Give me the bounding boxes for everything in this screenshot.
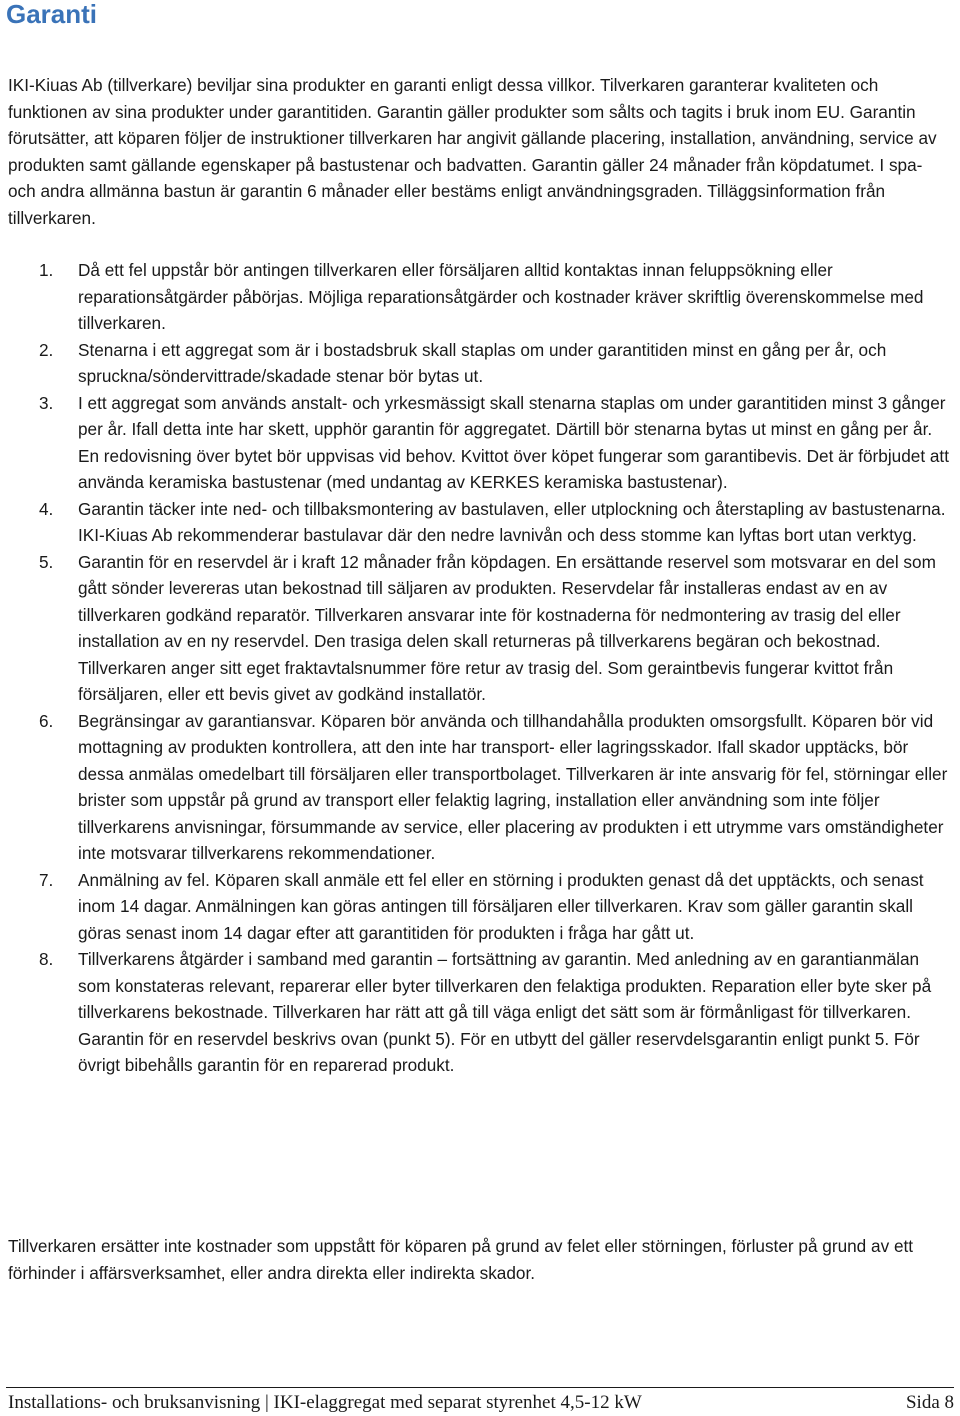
list-item-number: 8. [39,949,54,969]
list-item-number: 6. [39,710,54,731]
list-item-number: 5. [39,551,54,572]
footer-divider [6,1387,954,1388]
list-item-number: 1. [39,260,54,280]
list-item-text: Garantin täcker inte ned- och tillbaksmontering av bastulaven, eller utplockning och återstapling av bastustenarna. IKI-Kiuas Ab rekommenderar bastulavar där den nedre lavnivån och dess stomme kan lyftas bort utan verktyg. [78,498,946,545]
list-item [8,867,954,947]
list-item [8,496,954,549]
list-item [8,257,954,337]
list-item-text: Garantin för en reservdel är i kraft 12 månader från köpdagen. En ersättande reservel som motsvarar en del som gått sönder levereras utan bekostnad till säljaren av produkten. Reservdelar får installeras endast av en av tillverkaren godkänd reparatör. Tillverkaren ansvarar inte för kostnaderna för nedmontering av trasig del eller installation av en ny reservdel. Den trasiga delen skall returneras på tillverkarens begäran och bekostnad. Tillverkaren anger sitt eget fraktavtalsnummer före retur av trasig del. Som geraintbevis fungerar kvittot från försäljaren, eller ett bevis givet av godkänd installatör. [78,551,936,704]
page-footer [8,1390,954,1416]
list-item-text: Anmälning av fel. Köparen skall anmäle ett fel eller en störning i produkten genast då det upptäckts, och senast inom 14 dagar. Anmälningen kan göras antingen till försäljaren eller tillverkaren. Krav som gäller garantin skall göras senast inom 14 dagar efter att garantitiden för produkten i fråga har gått ut. [78,869,924,943]
list-item-text: Stenarna i ett aggregat som är i bostadsbruk skall staplas om under garantitiden minst en gång per år, och spruckna/söndervittrade/skadade stenar bör bytas ut. [78,339,887,386]
list-item-text: Begränsingar av garantiansvar. Köparen bör använda och tillhandahålla produkten omsorgsfullt. Köparen bör vid mottagning av produkten kontrollera, att den inte har transport- eller lagringsskador. Ifall skador upptäcks, bör dessa anmälas omedelbart till försäljaren eller transportbolaget. Tillverkaren är inte ansvarig för fel, störningar eller brister som uppstår på grund av transport eller felaktig lagring, installation eller användning som inte följer tillverkarens anvisningar, försummande av service, eller placering av produkten i ett utrymme vars omständigheter inte motsvarar tillverkarens rekommendationer. [78,710,948,863]
footer-page-number: Sida 8 [905,1392,954,1413]
list-item [8,946,954,1079]
list-item-text: Tillverkarens åtgärder i samband med garantin – fortsättning av garantin. Med anledning av en garantianmälan som konstateras relevant, reparerar eller byter tillverkaren den felaktiga produkten. Reparation eller byte sker på tillverkarens bekostnade. Tillverkaren har rätt att gå till väga enligt det sätt som är förmånligast för tillverkaren. Garantin för en reservdel beskrivs ovan (punkt 5). För en utbytt del gäller reservdelsgarantin enligt punkt 5. För övrigt bibehålls garantin för en reparerad produkt. [78,949,932,1075]
list-item-number: 4. [39,498,54,519]
list-item [8,708,954,867]
intro-paragraph: IKI-Kiuas Ab (tillverkare) beviljar sina produkter en garanti enligt dessa villkor. Tilverkaren garanterar kvaliteten och funktionen av sina produkter under garantitiden. Garantin gäller produkter som sålts och tagits i bruk inom EU. Garantin förutsätter, att köparen följer de instruktioner tillverkaren har angivit gällande placering, installation, användning, service av produkten samt gällande egenskaper på bastustenar och badvatten. Garantin gäller 24 månader från köpdatumet. I spa- och andra allmänna bastun är garantin 6 månader eller bestäms enligt användningsgraden. Tilläggsinformation från tillverkaren. [8,75,937,228]
list-item-number: 7. [39,869,54,890]
list-item-text: Då ett fel uppstår bör antingen tillverkaren eller försäljaren alltid kontaktas innan feluppsökning eller reparationsåtgärder påbörjas. Möjliga reparationsåtgärder och kostnader kräver skriftlig överenskommelse med tillverkaren. [78,260,924,333]
list-item [8,390,954,496]
list-item-text: I ett aggregat som används anstalt- och yrkesmässigt skall stenarna staplas om under garantitiden minst 3 gånger per år. Ifall detta inte har skett, upphör garantin för aggregatet. Därtill bör stenarna bytas ut minst en gång per år. En redovisning över bytet bör uppvisas vid behov. Kvittot över köpet fungerar som garantibevis. Det är förbjudet att använda keramiska bastustenar (med undantag av KERKES keramiska bastustenar). [78,392,949,492]
list-item [8,337,954,390]
list-item-number: 2. [39,339,54,360]
warranty-terms-list [8,257,954,1079]
closing-paragraph: Tillverkaren ersätter inte kostnader som uppstått för köparen på grund av felet eller störningen, förluster på grund av ett förhinder i affärsverksamhet, eller andra direkta eller indirekta skador. [8,1236,914,1283]
list-item-number: 3. [39,392,54,413]
page-title: Garanti [6,0,98,29]
list-item [8,549,954,708]
footer-document-title: Installations- och bruksanvisning | IKI-elaggregat med separat styrenhet 4,5-12 kW [8,1392,642,1413]
